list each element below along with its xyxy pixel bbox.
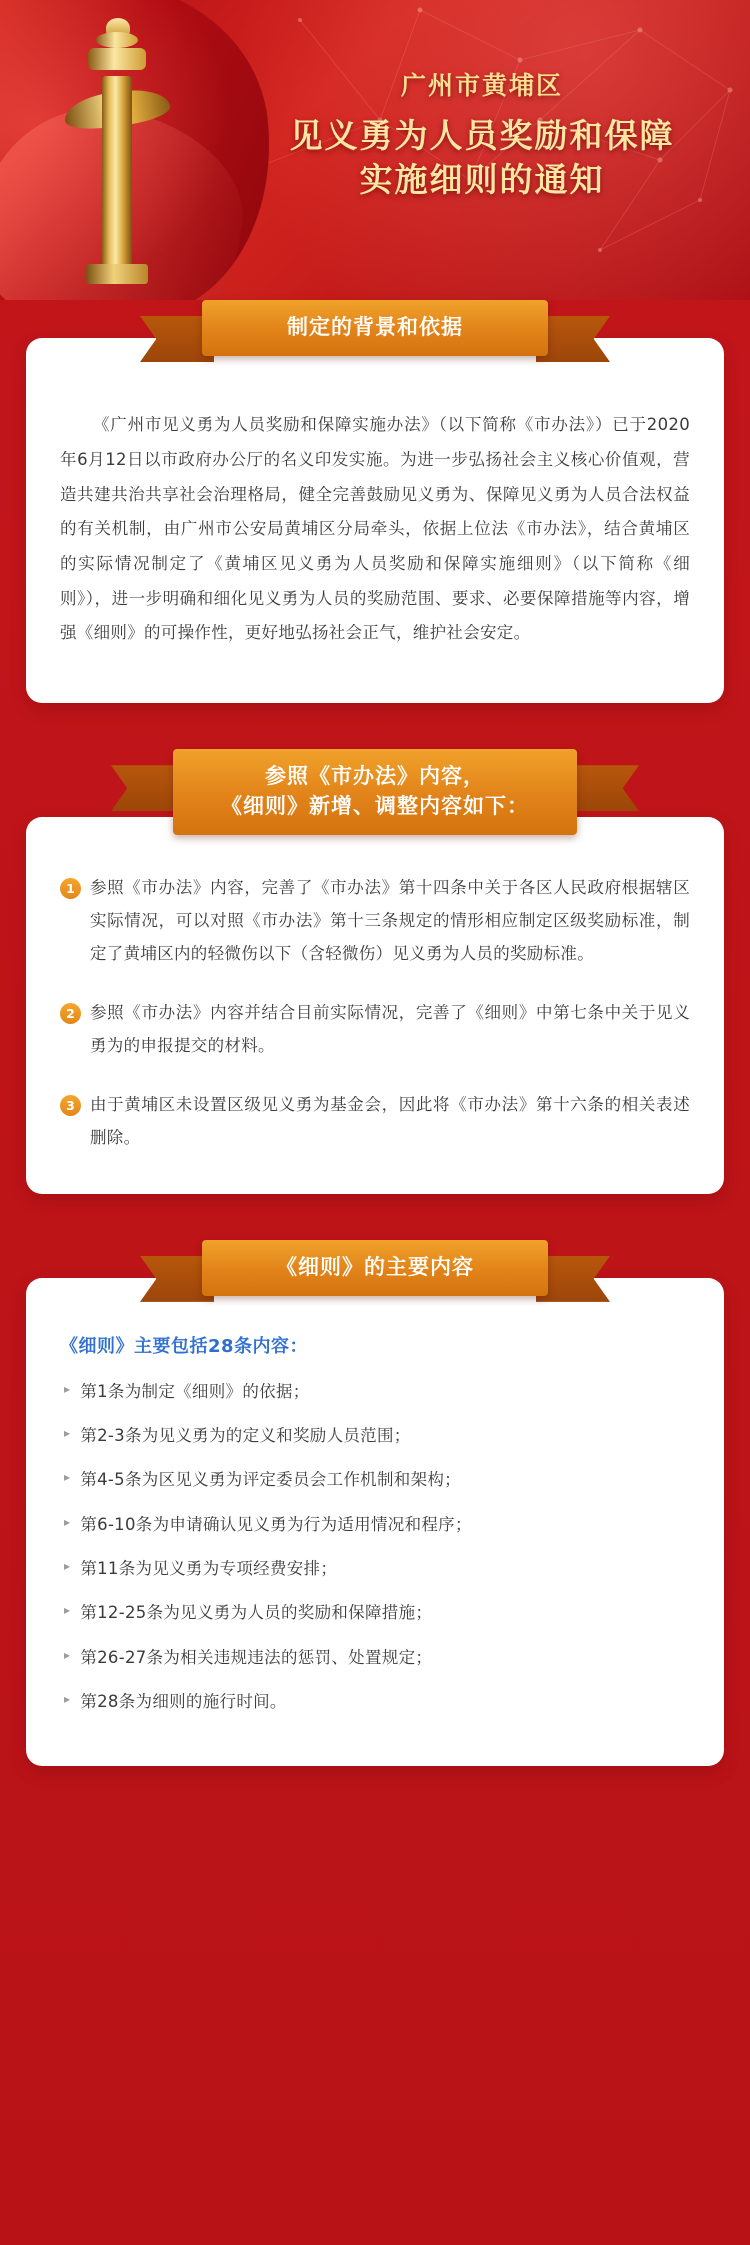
ribbon-tail-right-icon (536, 316, 610, 362)
list-item (60, 1509, 690, 1540)
golden-pillar-icon (58, 18, 176, 283)
section-2-banner (173, 749, 577, 835)
list-item (60, 1597, 690, 1628)
ribbon-tail-right-icon (536, 1256, 610, 1302)
list-item-label: 第1条为制定《细则》的依据； (80, 1381, 310, 1401)
list-item-label: 第11条为见义勇为专项经费安排； (80, 1559, 338, 1579)
item-number-badge: 3 (60, 1095, 81, 1116)
ribbon-tail-left-icon (111, 765, 185, 811)
section-3-banner (202, 1240, 548, 1296)
item-number-badge: 1 (60, 878, 81, 899)
list-item-label: 第6-10条为申请确认见义勇为行为适用情况和程序； (80, 1514, 472, 1534)
item-text: 参照《市办法》内容并结合目前实际情况，完善了《细则》中第七条中关于见义勇为的申报提交的材料。 (90, 1002, 690, 1055)
list-item-label: 第4-5条为区见义勇为评定委员会工作机制和架构； (80, 1470, 461, 1490)
item-text: 参照《市办法》内容，完善了《市办法》第十四条中关于各区人民政府根据辖区实际情况，可以对照《市办法》第十三条规定的情形相应制定区级奖励标准，制定了黄埔区内的轻微伤以下（含轻微伤）见义勇为人员的奖励标准。 (90, 877, 690, 963)
section-3-subheading: 《细则》主要包括28条内容： (60, 1335, 309, 1357)
title-line-3: 实施细则的通知 (359, 160, 605, 200)
ribbon-tail-left-icon (140, 316, 214, 362)
arrow-right-icon: ▸ (64, 1692, 71, 1707)
ribbon-tail-right-icon (565, 765, 639, 811)
arrow-right-icon: ▸ (64, 1381, 71, 1396)
ribbon-tail-left-icon (140, 1256, 214, 1302)
section-2-banner-label-line-1: 参照《市办法》内容， (265, 764, 485, 789)
list-item (60, 1420, 690, 1451)
list-item (60, 1088, 690, 1154)
item-text: 由于黄埔区未设置区级见义勇为基金会，因此将《市办法》第十六条的相关表述删除。 (90, 1094, 690, 1147)
list-item (60, 1376, 690, 1407)
arrow-right-icon: ▸ (64, 1603, 71, 1618)
content-bullet-list (60, 1376, 690, 1718)
list-item (60, 996, 690, 1062)
list-item (60, 1642, 690, 1673)
arrow-right-icon: ▸ (64, 1647, 71, 1662)
list-item-label: 第2-3条为见义勇为的定义和奖励人员范围； (80, 1426, 411, 1446)
list-item (60, 1686, 690, 1717)
title-line-1: 广州市黄埔区 (400, 71, 563, 100)
list-item (60, 871, 690, 970)
section-background-and-basis (26, 300, 724, 703)
section-banner-wrap (26, 1240, 724, 1296)
item-number-badge: 2 (60, 1003, 81, 1024)
section-main-content (26, 1240, 724, 1767)
section-banner-wrap (26, 300, 724, 356)
section-1-banner-label: 制定的背景和依据 (287, 315, 463, 339)
arrow-right-icon: ▸ (64, 1514, 71, 1529)
section-new-and-adjusted-content (26, 749, 724, 1194)
section-2-card (26, 817, 724, 1194)
section-1-paragraph: 《广州市见义勇为人员奖励和保障实施办法》（以下简称《市办法》）已于2020年6月12日以市政府办公厅的名义印发实施。为进一步弘扬社会主义核心价值观，营造共建共治共享社会治理格局，健全完善鼓励见义勇为、保障见义勇为人员合法权益的有关机制，由广州市公安局黄埔区分局牵头，依据上位法《市办法》，结合黄埔区的实际情况制定了《黄埔区见义勇为人员奖励和保障实施细则》（以下简称《细则》），进一步明确和细化见义勇为人员的奖励范围、要求、必要保障措施等内容，增强《细则》的可操作性，更好地弘扬社会正气，维护社会安定。 (60, 415, 690, 643)
page-title (242, 66, 722, 202)
arrow-right-icon: ▸ (64, 1470, 71, 1485)
title-line-2: 见义勇为人员奖励和保障 (289, 116, 675, 155)
arrow-right-icon: ▸ (64, 1426, 71, 1441)
section-banner-wrap (26, 749, 724, 835)
section-2-banner-label-line-2: 《细则》新增、调整内容如下： (221, 794, 529, 819)
list-item-label: 第12-25条为见义勇为人员的奖励和保障措施； (80, 1603, 433, 1623)
hero-banner (0, 0, 750, 300)
section-3-card (26, 1278, 724, 1767)
section-3-banner-label: 《细则》的主要内容 (276, 1254, 474, 1279)
arrow-right-icon: ▸ (64, 1559, 71, 1574)
list-item (60, 1464, 690, 1495)
list-item-label: 第28条为细则的施行时间。 (80, 1692, 287, 1712)
section-1-banner (202, 300, 548, 356)
list-item (60, 1553, 690, 1584)
section-1-card (26, 338, 724, 703)
list-item-label: 第26-27条为相关违规违法的惩罚、处置规定； (80, 1647, 433, 1667)
